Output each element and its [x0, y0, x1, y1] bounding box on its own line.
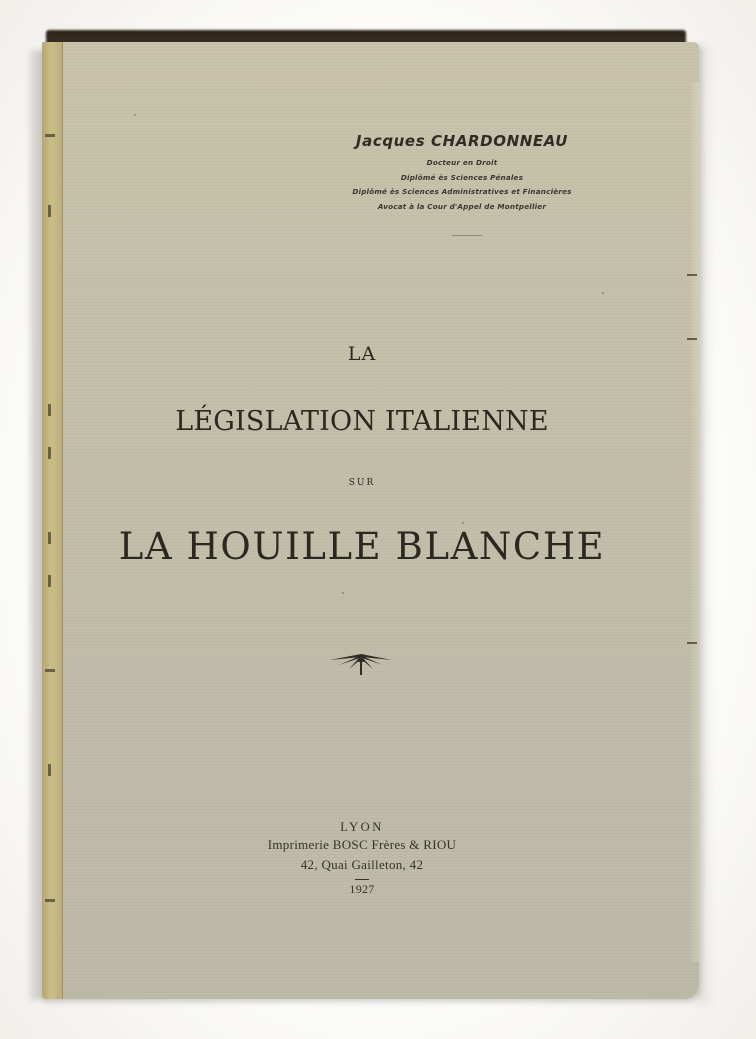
- paper-speck: [602, 292, 604, 294]
- fan-ornament-icon: [327, 648, 395, 676]
- paper-speck: [462, 522, 464, 524]
- paper-speck: [134, 114, 136, 116]
- author-divider: [452, 235, 482, 236]
- imprint-printer: Imprimerie BOSC Frères & RIOU: [267, 837, 457, 852]
- title-main-houille-blanche: LA HOUILLE BLANCHE: [118, 525, 606, 568]
- author-credential: Diplômé ès Sciences Pénales: [400, 172, 524, 182]
- paper-speck: [342, 592, 344, 594]
- book-cover: [42, 42, 699, 999]
- book-right-shadow: [698, 45, 712, 1005]
- author-block: [342, 132, 582, 214]
- title-line-la: LA: [347, 343, 377, 365]
- title-line-legislation: LÉGISLATION ITALIENNE: [175, 406, 549, 437]
- title-line-sur: SUR: [348, 478, 376, 488]
- author-name: Jacques CHARDONNEAU: [355, 132, 569, 150]
- imprint-city: LYON: [340, 820, 384, 834]
- imprint-year: 1927: [349, 882, 375, 896]
- author-credential: Avocat à la Cour d'Appel de Montpellier: [377, 201, 547, 211]
- imprint-address: 42, Quai Gailleton, 42: [300, 857, 424, 872]
- imprint-rule: [355, 879, 369, 880]
- author-credential: Diplômé ès Sciences Administratives et Financières: [352, 187, 572, 196]
- cover-content: [42, 42, 699, 999]
- author-credential: Docteur en Droit: [426, 158, 498, 167]
